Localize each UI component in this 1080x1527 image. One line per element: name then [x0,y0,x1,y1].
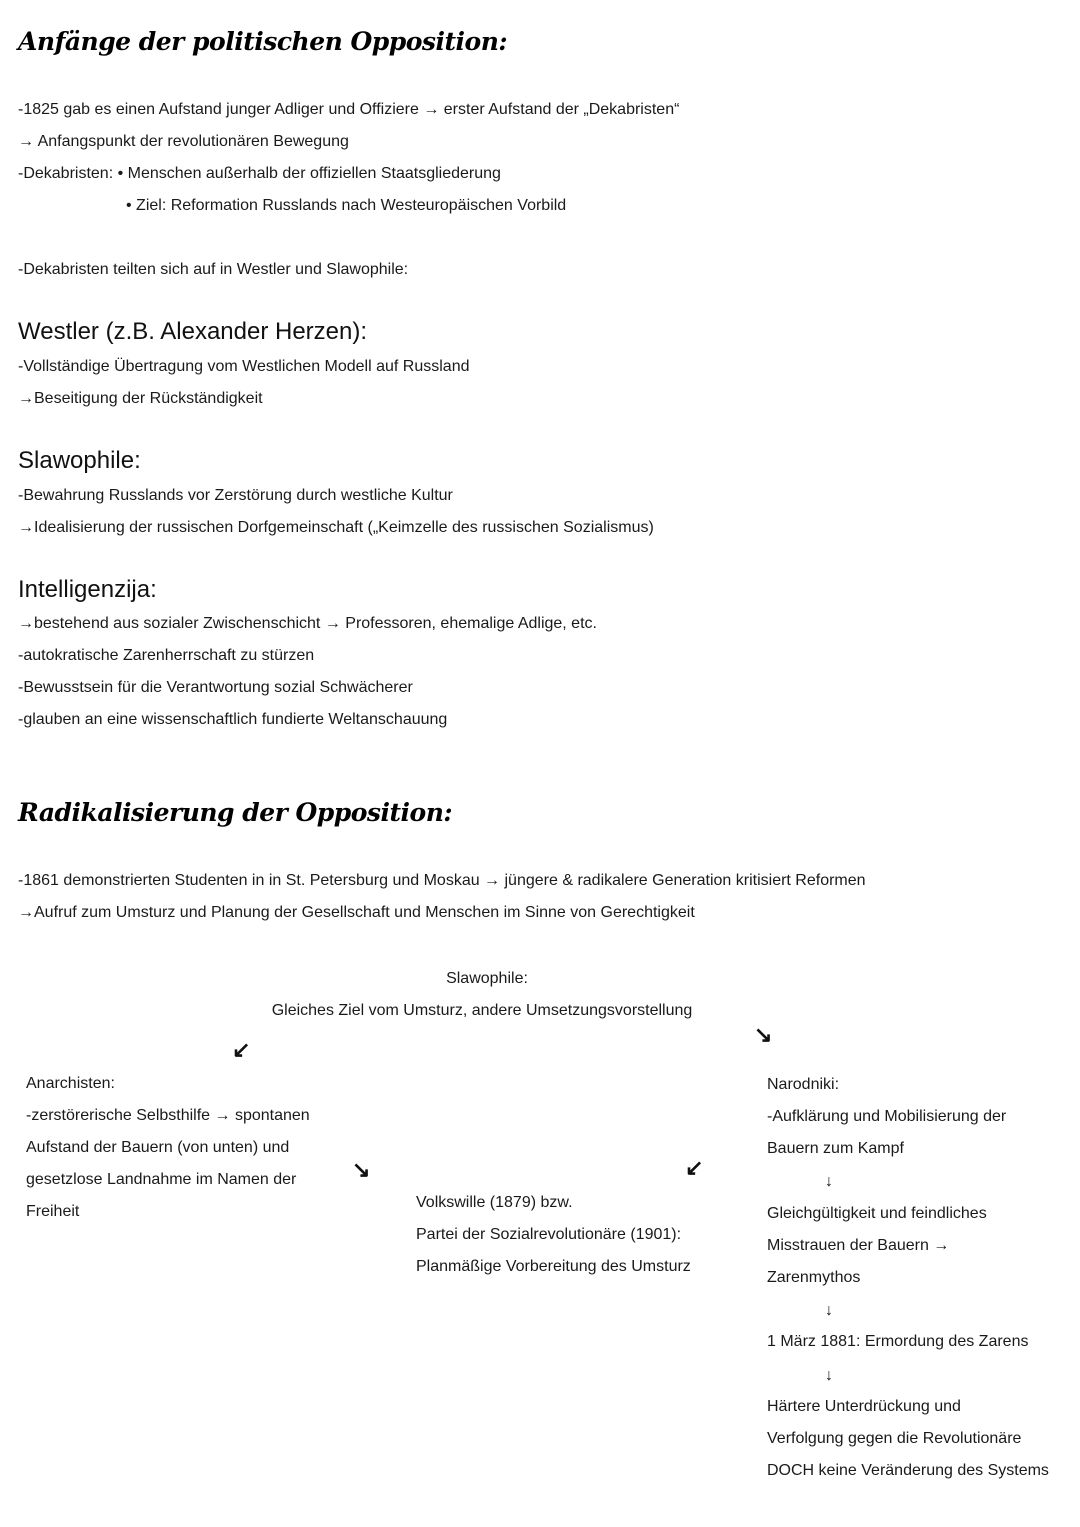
anarchisten-heading: Anarchisten: [26,1075,115,1092]
narodniki-heading: Narodniki: [767,1076,840,1093]
heading-westler: Westler (z.B. Alexander Herzen): [18,318,368,345]
text-line: DOCH keine Veränderung des Systems [767,1462,1049,1479]
section-title-radikalisierung: Radikalisierung der Opposition: [18,798,453,827]
arrow-down-left-icon: ↙ [685,1155,704,1180]
arrow-down-left-icon: ↙ [232,1037,251,1062]
text-line: → Anfangspunkt der revolutionären Bewegung [18,133,349,150]
text-line: →Aufruf zum Umsturz und Planung der Gesellschaft und Menschen im Sinne von Gerechtigkeit [18,904,695,921]
text-line: 1 März 1881: Ermordung des Zarens [767,1333,1029,1350]
text-line: Partei der Sozialrevolutionäre (1901): [416,1226,682,1243]
text-line: • Ziel: Reformation Russlands nach Westeuropäischen Vorbild [126,197,567,214]
text-line: -autokratische Zarenherrschaft zu stürzen [18,647,315,664]
text-line: Zarenmythos [767,1269,861,1286]
arrow-down-right-icon: ↘ [754,1022,773,1047]
text-line: -zerstörerische Selbsthilfe → spontanen [26,1107,310,1124]
text-line: -Dekabristen teilten sich auf in Westler und Slawophile: [18,261,409,278]
text-line: Misstrauen der Bauern → [767,1237,950,1254]
text-line: Planmäßige Vorbereitung des Umsturz [416,1258,691,1275]
text-line: -Aufklärung und Mobilisierung der [767,1108,1007,1125]
text-line: Bauern zum Kampf [767,1140,904,1157]
text-line: -Dekabristen: • Menschen außerhalb der offiziellen Staatsgliederung [18,165,501,182]
text-line: -1825 gab es einen Aufstand junger Adliger und Offiziere → erster Aufstand der „Dekabristen“ [18,101,680,118]
heading-intelligenzija: Intelligenzija: [18,576,157,603]
arrow-down-icon: ↓ [825,1173,833,1190]
text-line: gesetzlose Landnahme im Namen der [26,1171,297,1188]
text-line: Aufstand der Bauern (von unten) und [26,1139,290,1156]
text-line: Verfolgung gegen die Revolutionäre [767,1430,1022,1447]
text-line: Gleichgültigkeit und feindliches [767,1205,987,1222]
text-line: Härtere Unterdrückung und [767,1398,961,1415]
arrow-down-right-icon: ↘ [352,1157,371,1182]
volkswille-heading: Volkswille (1879) bzw. [416,1194,573,1211]
section-title-opposition: Anfänge der politischen Opposition: [18,27,508,56]
arrow-down-icon: ↓ [825,1302,833,1319]
arrow-down-icon: ↓ [825,1367,833,1384]
text-line: →bestehend aus sozialer Zwischenschicht → Professoren, ehemalige Adlige, etc. [18,615,597,632]
text-line: -Bewahrung Russlands vor Zerstörung durch westliche Kultur [18,487,453,504]
text-line: Freiheit [26,1203,80,1220]
diagram-root-label: Slawophile: [446,970,528,987]
text-line: →Idealisierung der russischen Dorfgemeinschaft („Keimzelle des russischen Sozialismus) [18,519,654,536]
text-line: →Beseitigung der Rückständigkeit [18,390,263,407]
text-line: -Vollständige Übertragung vom Westlichen Modell auf Russland [18,358,470,375]
heading-slawophile: Slawophile: [18,447,141,474]
diagram-root-text: Gleiches Ziel vom Umsturz, andere Umsetzungsvorstellung [271,1002,693,1019]
text-line: -1861 demonstrierten Studenten in in St. Petersburg und Moskau → jüngere & radikalere Generation kritisiert Reformen [18,872,866,889]
text-line: -glauben an eine wissenschaftlich fundierte Weltanschauung [18,711,448,728]
text-line: -Bewusstsein für die Verantwortung sozial Schwächerer [18,679,413,696]
